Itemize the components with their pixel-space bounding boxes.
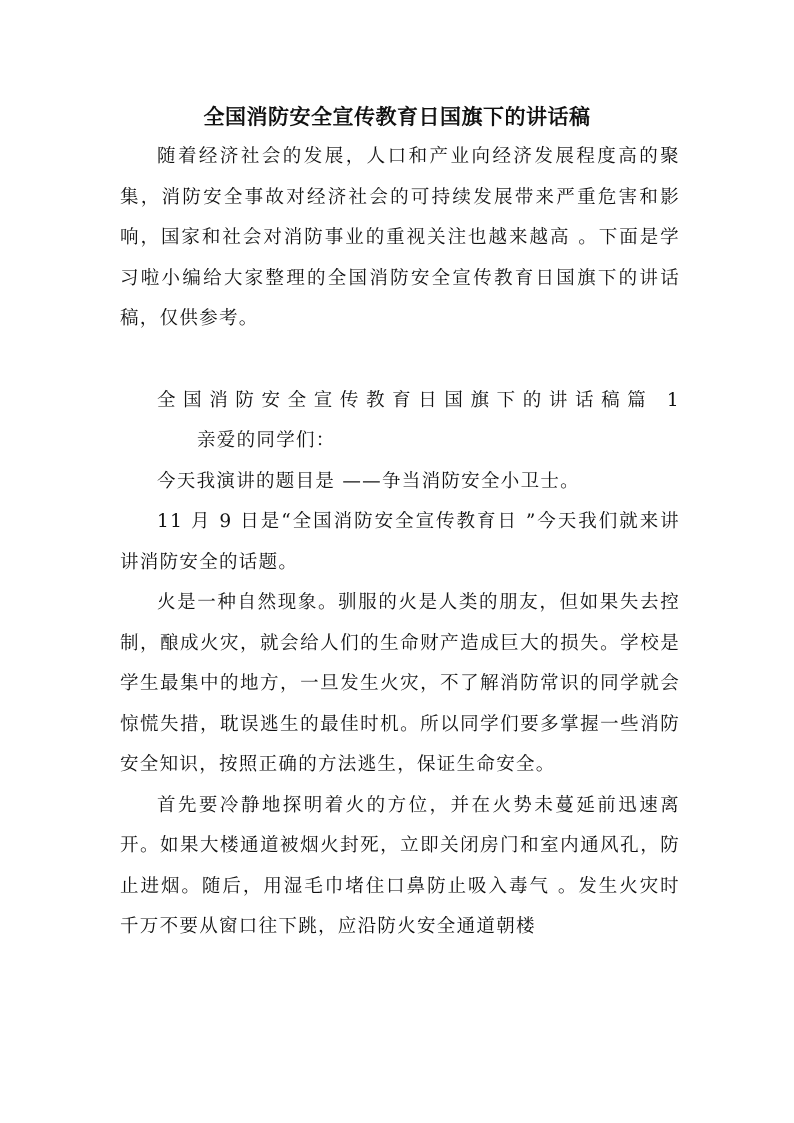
speech-heading-paragraph [120, 381, 680, 462]
body-paragraph-4: 首先要冷静地探明着火的方位，并在火势未蔓延前迅速离开。如果大楼通道被烟火封死，立即关闭房门和室内通风孔，防止进烟。随后，用湿毛巾堵住口鼻防止吸入毒气 。发生火灾时千万不要从窗口往下跳，应沿防火安全通道朝楼 [120, 794, 680, 937]
paragraph-spacer [120, 340, 680, 381]
document-body [120, 137, 680, 948]
document-title: 全国消防安全宣传教育日国旗下的讲话稿 [203, 104, 591, 129]
greeting: 亲爱的同学们： [197, 430, 336, 451]
body-paragraph-1: 今天我演讲的题目是 ——争当消防安全小卫士。 [157, 470, 580, 492]
body-paragraph-2: 11 月 9 日是“全国消防安全宣传教育日 ”今天我们就来讲讲消防安全的话题。 [120, 511, 680, 573]
speech-heading: 全国消防安全宣传教育日国旗下的讲话稿篇 1 [157, 389, 680, 411]
intro-paragraph: 随着经济社会的发展，人口和产业向经济发展程度高的聚集，消防安全事故对经济社会的可持续发展带来严重危害和影响，国家和社会对消防事业的重视关注也越来越高 。下面是学习啦小编给大家整理的全国消防安全宣传教育日国旗下的讲话稿，仅供参考。 [120, 146, 680, 329]
body-paragraph-3: 火是一种自然现象。驯服的火是人类的朋友，但如果失去控制，酿成火灾，就会给人们的生命财产造成巨大的损失。学校是学生最集中的地方，一旦发生火灾，不了解消防常识的同学就会惊慌失措，耽误逃生的最佳时机。所以同学们要多掌握一些消防安全知识，按照正确的方法逃生，保证生命安全。 [120, 592, 680, 775]
